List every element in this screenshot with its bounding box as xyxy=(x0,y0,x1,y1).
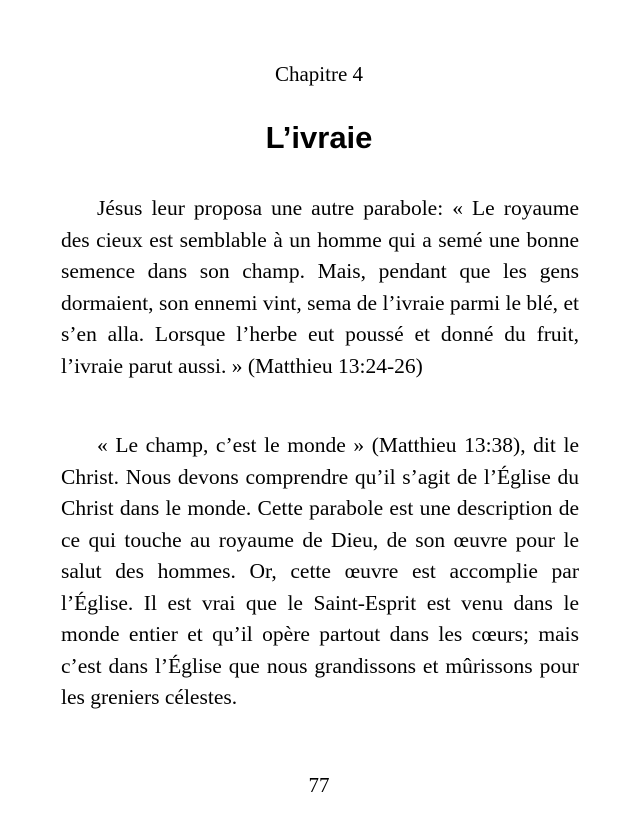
paragraph-2: « Le champ, c’est le monde » (Matthieu 13:38), dit le Christ. Nous devons comprendre qu’il s’agit de l’Église du Christ dans le monde. Cette parabole est une description de ce qui touche au royaume de Dieu, de son œuvre pour le salut des hommes. Or, cette œuvre est accomplie par l’Église. Il est vrai que le Saint-Esprit est venu dans le monde entier et qu’il opère partout dans les cœurs; mais c’est dans l’Église que nous grandissons et mûrissons pour les greniers célestes. xyxy=(61,433,579,709)
paragraph-1: Jésus leur proposa une autre parabole: « Le royaume des cieux est semblable à un homme qui a semé une bonne semence dans son champ. Mais, pendant que les gens dormaient, son ennemi vint, sema de l’ivraie parmi le blé, et s’en alla. Lorsque l’herbe eut poussé et donné du fruit, l’ivraie parut aussi. » (Matthieu 13:24-26) xyxy=(61,196,579,378)
chapter-title: L’ivraie xyxy=(265,120,373,155)
page-number: 77 xyxy=(308,773,330,797)
chapter-label: Chapitre 4 xyxy=(274,62,364,86)
